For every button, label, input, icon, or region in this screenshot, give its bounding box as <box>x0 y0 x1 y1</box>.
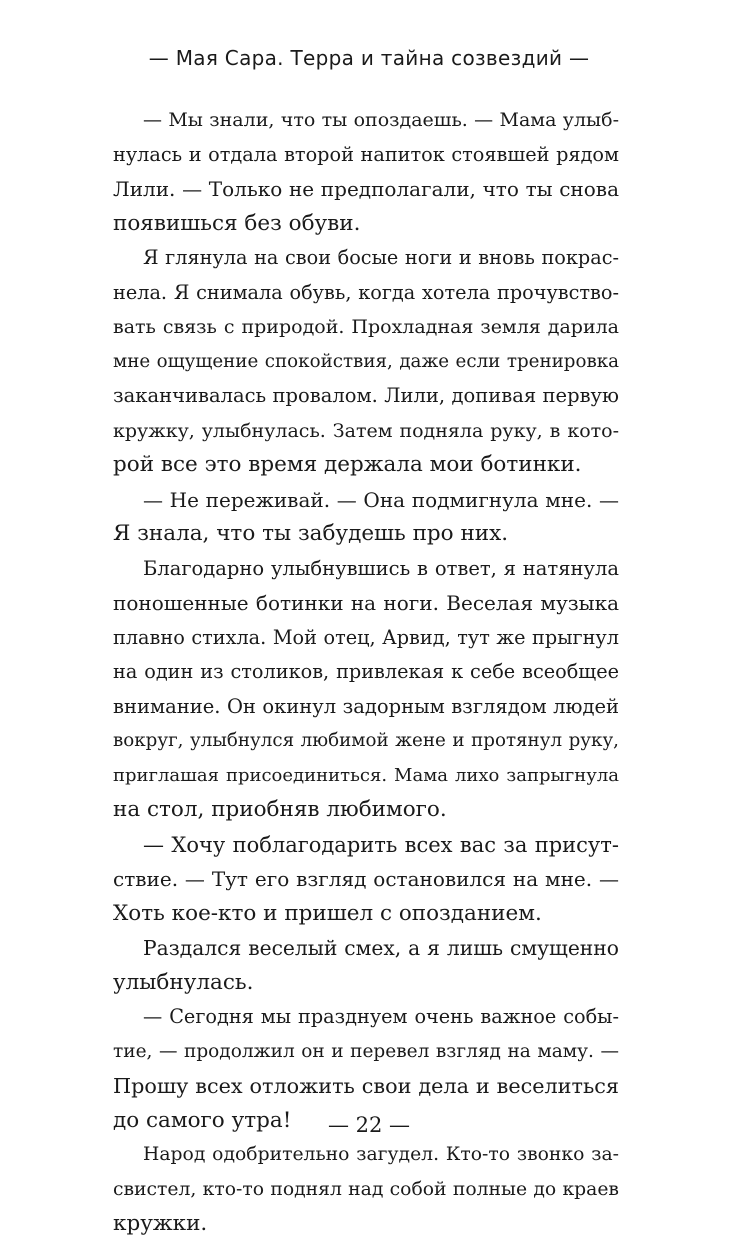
text-line: нела. Я снимала обувь, когда хотела прочувство- <box>113 280 619 304</box>
text-line: свистел, кто-то поднял над собой полные до краев <box>113 1178 619 1200</box>
text-line: Лили. — Только не предполагали, что ты снова <box>113 177 619 201</box>
text-line: на один из столиков, привлекая к себе всеобщее <box>113 660 619 683</box>
text-line: приглашая присоединиться. Мама лихо запрыгнула <box>113 764 619 786</box>
text-line: появишься без обуви. <box>113 210 361 236</box>
running-head-title: — Мая Сара. Терра и тайна созвездий — <box>148 46 590 70</box>
text-line: Я знала, что ты забудешь про них. <box>113 521 509 546</box>
body-text <box>113 103 619 1242</box>
text-line: вать связь с природой. Прохладная земля дарила <box>113 316 619 338</box>
text-line: вокруг, улыбнулся любимой жене и протянул руку, <box>113 730 619 751</box>
text-line: рой все это время держала мои ботинки. <box>113 452 582 477</box>
text-line: Хоть кое-кто и пришел с опозданием. <box>113 900 542 926</box>
text-line: плавно стихла. Мой отец, Арвид, тут же прыгнул <box>113 625 619 649</box>
text-line: заканчивалась провалом. Лили, допивая первую <box>113 384 619 407</box>
text-line: тие, — продолжил он и перевел взгляд на маму. — <box>113 1040 619 1062</box>
text-line: до самого утра! <box>113 1107 292 1133</box>
text-line: Благодарно улыбнувшись в ответ, я натянула <box>143 556 619 580</box>
text-line: Я глянула на свои босые ноги и вновь покрас- <box>143 246 619 269</box>
text-line: — Хочу поблагодарить всех вас за присут- <box>143 832 619 857</box>
page-number: — 22 — <box>327 1113 411 1137</box>
text-line: Народ одобрительно загудел. Кто-то звонко за- <box>143 1144 619 1165</box>
text-line: — Не переживай. — Она подмигнула мне. — <box>143 487 619 512</box>
text-line: Прошу всех отложить свои дела и веселиться <box>113 1074 619 1098</box>
text-line: Раздался веселый смех, а я лишь смущенно <box>143 936 619 960</box>
text-line: ствие. — Тут его взгляд остановился на мне. — <box>113 867 619 891</box>
text-line: — Мы знали, что ты опоздаешь. — Мама улыб- <box>143 109 619 131</box>
text-line: поношенные ботинки на ноги. Веселая музыка <box>113 591 619 615</box>
text-line: улыбнулась. <box>113 969 254 995</box>
text-line: кружки. <box>113 1211 208 1236</box>
text-line: — Сегодня мы празднуем очень важное собы- <box>143 1005 619 1028</box>
text-line: на стол, приобняв любимого. <box>113 797 447 822</box>
text-line: мне ощущение спокойствия, даже если тренировка <box>113 350 619 372</box>
text-line: нулась и отдала второй напиток стоявшей рядом <box>113 142 619 166</box>
text-line: внимание. Он окинул задорным взглядом людей <box>113 694 619 718</box>
text-line: кружку, улыбнулась. Затем подняла руку, в кото- <box>113 419 619 442</box>
